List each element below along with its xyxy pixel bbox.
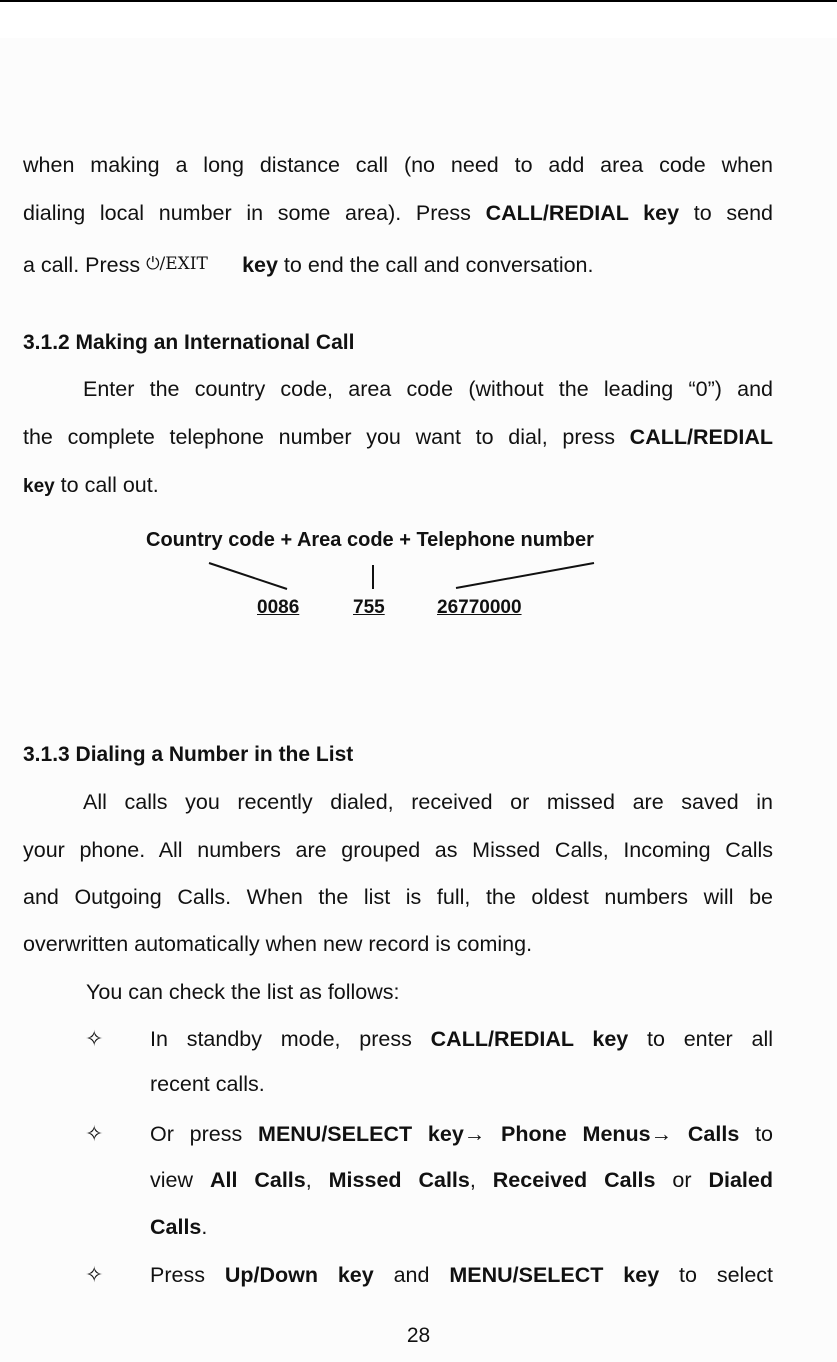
section-heading: 3.1.2 Making an International Call bbox=[23, 331, 355, 354]
key-name: CALL/REDIAL bbox=[629, 425, 773, 449]
paragraph-line: key to call out. bbox=[23, 473, 159, 497]
bullet-line: view All Calls, Missed Calls, Received Calls or Dialed bbox=[150, 1168, 773, 1192]
bullet-line: recent calls. bbox=[150, 1072, 265, 1096]
bullet-diamond-icon: ✧ bbox=[85, 1026, 104, 1051]
bullet-line: Or press MENU/SELECT key→ Phone Menus→ Calls to bbox=[150, 1122, 774, 1146]
paragraph-line: All calls you recently dialed, received or missed are saved in bbox=[83, 790, 773, 814]
diagram-title: Country code + Area code + Telephone number bbox=[146, 529, 594, 551]
menu-option: Calls bbox=[150, 1215, 202, 1239]
paragraph-line: You can check the list as follows: bbox=[86, 980, 400, 1004]
key-name: key bbox=[23, 476, 55, 497]
key-name: Up/Down key bbox=[224, 1263, 374, 1287]
bullet-diamond-icon: ✧ bbox=[85, 1121, 104, 1146]
menu-option: Dialed bbox=[708, 1168, 773, 1192]
menu-option: Received Calls bbox=[492, 1168, 656, 1192]
bullet-diamond-icon: ✧ bbox=[85, 1262, 104, 1287]
area-code-value: 755 bbox=[353, 597, 385, 618]
key-name: MENU/SELECT key→ Phone Menus→ Calls bbox=[258, 1122, 740, 1146]
menu-option: Missed Calls bbox=[328, 1168, 470, 1192]
menu-option: All Calls bbox=[209, 1168, 306, 1192]
key-name: key bbox=[242, 253, 278, 277]
paragraph-line: the complete telephone number you want to dial, press CALL/REDIAL bbox=[23, 425, 773, 449]
telephone-number-value: 26770000 bbox=[437, 597, 522, 618]
paragraph-line: a call. Press ⏻/EXIT key to end the call and conversation. bbox=[23, 249, 773, 280]
paragraph-line: and Outgoing Calls. When the list is full, the oldest numbers will be bbox=[23, 885, 773, 909]
paragraph-line: overwritten automatically when new record is coming. bbox=[23, 932, 533, 956]
key-name: CALL/REDIAL key bbox=[430, 1027, 629, 1051]
paragraph-line: Enter the country code, area code (without the leading “0”) and bbox=[83, 377, 773, 401]
power-exit-icon: ⏻/EXIT bbox=[146, 254, 208, 274]
connector-telephone bbox=[456, 563, 594, 588]
paragraph-line: dialing local number in some area). Press CALL/REDIAL key to send bbox=[23, 201, 773, 225]
page-number: 28 bbox=[406, 1324, 431, 1347]
connector-country bbox=[209, 563, 287, 589]
country-code-value: 0086 bbox=[257, 597, 300, 618]
section-heading: 3.1.3 Dialing a Number in the List bbox=[23, 743, 354, 766]
key-name: MENU/SELECT key bbox=[449, 1263, 660, 1287]
bullet-line: Press Up/Down key and MENU/SELECT key to select bbox=[150, 1263, 773, 1287]
bullet-line: In standby mode, press CALL/REDIAL key to enter all bbox=[150, 1027, 773, 1051]
paragraph-line: when making a long distance call (no need to add area code when bbox=[23, 153, 773, 177]
paragraph-line: your phone. All numbers are grouped as Missed Calls, Incoming Calls bbox=[23, 838, 773, 862]
key-name: CALL/REDIAL key bbox=[485, 201, 680, 225]
bullet-line: Calls. bbox=[150, 1215, 208, 1239]
